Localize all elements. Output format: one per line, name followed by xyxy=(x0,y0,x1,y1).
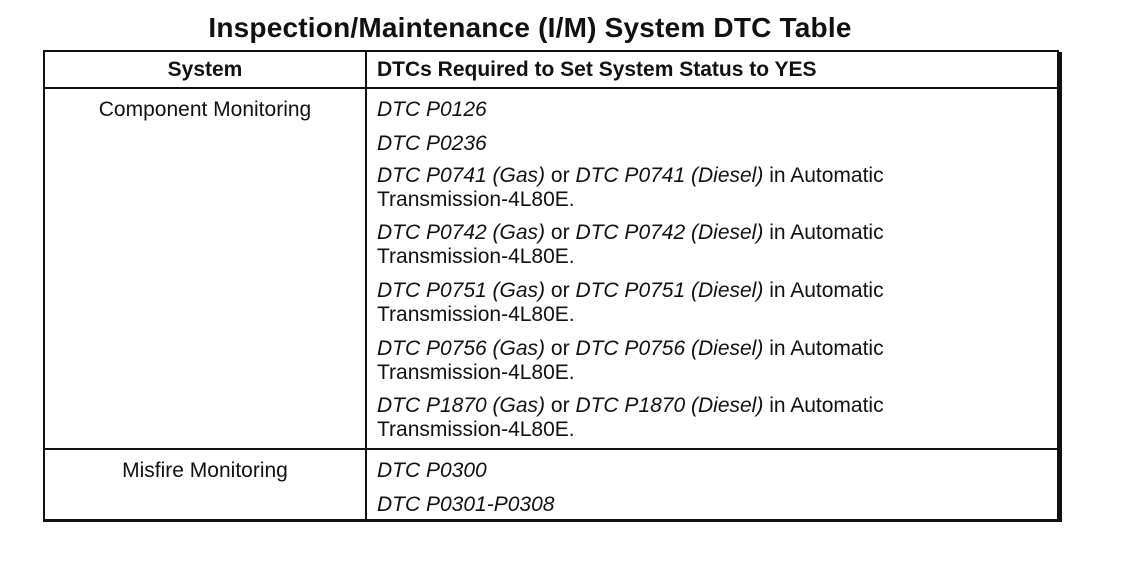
table-shadow-bottom xyxy=(45,519,1062,522)
entry-line2: Transmission-4L80E. xyxy=(377,418,575,441)
column-header-system: System xyxy=(167,58,243,81)
dtc-code-gas: DTC P0742 (Gas) xyxy=(377,221,546,244)
table-shadow-right xyxy=(1059,52,1062,522)
entry-line2: Transmission-4L80E. xyxy=(377,361,575,384)
page-title: Inspection/Maintenance (I/M) System DTC Table xyxy=(208,12,852,43)
dtc-code-diesel: DTC P0742 (Diesel) xyxy=(575,221,764,244)
entry-line2: Transmission-4L80E. xyxy=(377,245,575,268)
dtc-code: DTC P0126 xyxy=(377,98,487,121)
dtc-code: DTC P0301-P0308 xyxy=(377,493,555,516)
dtc-entry xyxy=(377,394,1037,442)
dtc-entry xyxy=(377,337,1037,385)
system-cell-misfire-monitoring: Misfire Monitoring xyxy=(122,459,288,482)
header-divider xyxy=(45,87,1057,89)
dtc-code-diesel: DTC P0751 (Diesel) xyxy=(575,279,764,302)
dtc-entry xyxy=(377,493,1037,517)
dtc-code: DTC P0300 xyxy=(377,459,487,482)
dtc-code: DTC P0236 xyxy=(377,132,487,155)
entry-tail: in Automatic xyxy=(769,337,884,360)
dtc-entry xyxy=(377,279,1037,327)
column-header-dtcs: DTCs Required to Set System Status to YES xyxy=(377,58,817,81)
entry-tail: in Automatic xyxy=(769,164,884,187)
dtc-entry xyxy=(377,98,1037,122)
or-text: or xyxy=(550,279,570,302)
or-text: or xyxy=(550,164,570,187)
dtc-table xyxy=(43,50,1059,522)
entry-line2: Transmission-4L80E. xyxy=(377,303,575,326)
dtc-code-gas: DTC P0741 (Gas) xyxy=(377,164,546,187)
dtc-entry xyxy=(377,132,1037,156)
dtc-entry xyxy=(377,459,1037,483)
dtc-code-diesel: DTC P0741 (Diesel) xyxy=(575,164,764,187)
dtc-code-diesel: DTC P0756 (Diesel) xyxy=(575,337,764,360)
group-divider xyxy=(45,448,1057,450)
dtc-entry xyxy=(377,164,1037,212)
or-text: or xyxy=(550,337,570,360)
dtc-entry xyxy=(377,221,1037,269)
entry-tail: in Automatic xyxy=(769,221,884,244)
dtc-code-gas: DTC P0751 (Gas) xyxy=(377,279,546,302)
entry-tail: in Automatic xyxy=(769,279,884,302)
or-text: or xyxy=(550,221,570,244)
or-text: or xyxy=(550,394,570,417)
system-cell-component-monitoring: Component Monitoring xyxy=(98,98,312,121)
dtc-code-gas: DTC P0756 (Gas) xyxy=(377,337,546,360)
entry-line2: Transmission-4L80E. xyxy=(377,188,575,211)
dtc-code-diesel: DTC P1870 (Diesel) xyxy=(575,394,764,417)
dtc-code-gas: DTC P1870 (Gas) xyxy=(377,394,546,417)
entry-tail: in Automatic xyxy=(769,394,884,417)
